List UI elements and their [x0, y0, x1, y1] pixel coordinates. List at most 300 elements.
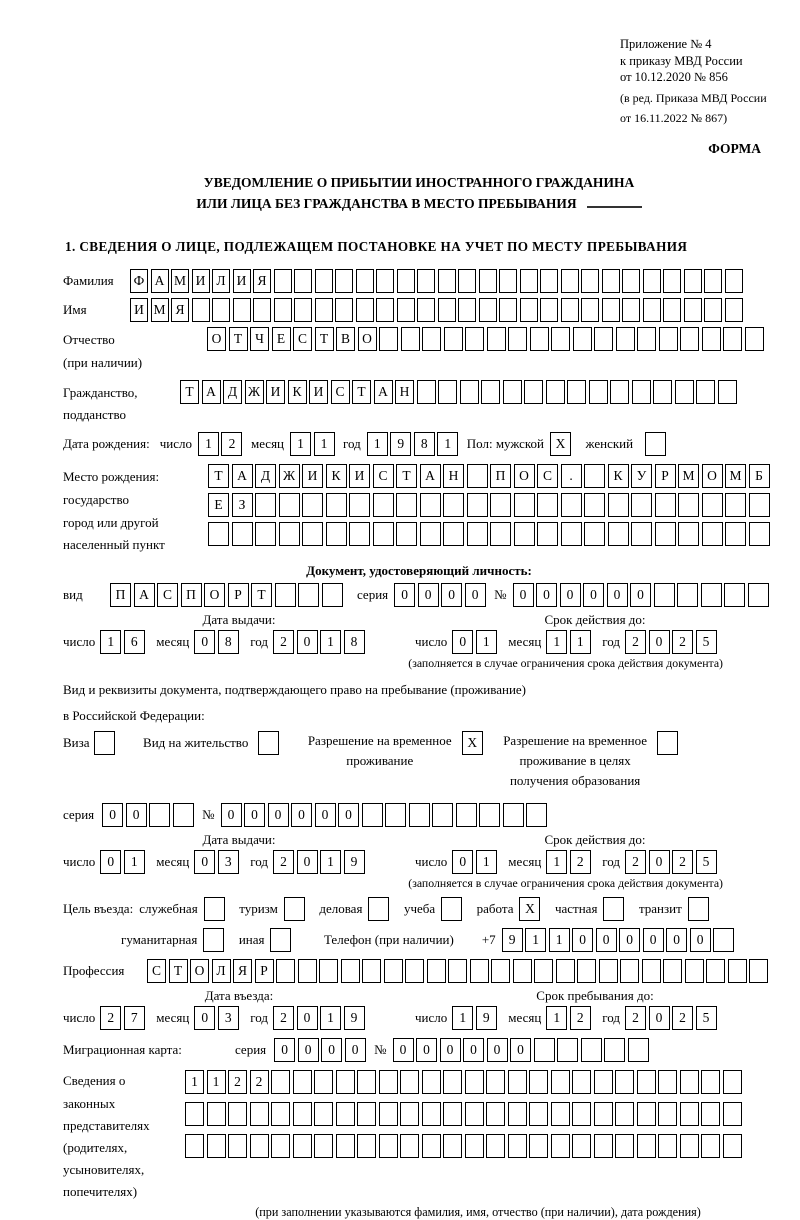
annex-edit-note-line: (в ред. Приказа МВД России: [620, 90, 767, 105]
year-label: год: [250, 1010, 269, 1026]
birth-place-rows: [208, 464, 772, 551]
char-cell: [401, 327, 420, 351]
char-cell: [274, 269, 292, 293]
char-cell: [336, 1102, 355, 1126]
char-cell: [603, 897, 624, 921]
char-cell: [250, 1102, 269, 1126]
char-cell: [212, 298, 230, 322]
char-cell: [557, 1038, 578, 1062]
char-cell: 0: [666, 928, 687, 952]
purpose-official-checkbox: [204, 897, 228, 921]
char-cell: [615, 1070, 634, 1094]
issue-year-cells: [273, 630, 367, 654]
char-cell: [680, 1134, 699, 1158]
char-cell: [314, 1134, 333, 1158]
char-cell: 1: [185, 1070, 204, 1094]
char-cell: [192, 298, 210, 322]
char-cell: А: [232, 464, 253, 488]
char-cell: [658, 1070, 677, 1094]
citizenship-row: [63, 380, 775, 428]
char-cell: 0: [394, 583, 415, 607]
birth-place-cells-row3: [208, 522, 772, 546]
char-cell: [336, 1070, 355, 1094]
char-cell: [302, 493, 323, 517]
char-cell: М: [678, 464, 699, 488]
char-cell: [637, 1070, 656, 1094]
char-cell: 2: [625, 630, 646, 654]
char-cell: [376, 298, 394, 322]
char-cell: [481, 380, 500, 404]
char-cell: [556, 959, 575, 983]
char-cell: [315, 298, 333, 322]
char-cell: [508, 327, 527, 351]
permit-issue-year-cells: [273, 850, 367, 874]
char-cell: И: [302, 464, 323, 488]
char-cell: [397, 298, 415, 322]
char-cell: [349, 493, 370, 517]
char-cell: [441, 897, 462, 921]
char-cell: Д: [223, 380, 242, 404]
char-cell: [271, 1070, 290, 1094]
char-cell: [443, 493, 464, 517]
char-cell: 1: [570, 630, 591, 654]
char-cell: 0: [583, 583, 604, 607]
char-cell: [678, 522, 699, 546]
char-cell: [701, 1070, 720, 1094]
char-cell: [368, 897, 389, 921]
char-cell: [294, 298, 312, 322]
permit-series-label: серия: [63, 807, 95, 823]
char-cell: [400, 1134, 419, 1158]
char-cell: [302, 522, 323, 546]
char-cell: 0: [649, 1006, 670, 1030]
char-cell: 0: [619, 928, 640, 952]
char-cell: 2: [625, 850, 646, 874]
birth-place-labels: Место рождения: государство город или другой населенный пункт: [63, 469, 165, 553]
char-cell: [276, 959, 295, 983]
char-cell: [293, 1134, 312, 1158]
char-cell: 8: [414, 432, 435, 456]
char-cell: Л: [212, 269, 230, 293]
char-cell: [584, 464, 605, 488]
char-cell: [422, 1134, 441, 1158]
char-cell: [581, 1038, 602, 1062]
char-cell: [422, 1070, 441, 1094]
char-cell: [173, 803, 194, 827]
char-cell: 0: [416, 1038, 437, 1062]
temp-residence-checkbox: [462, 731, 486, 755]
char-cell: [274, 298, 292, 322]
char-cell: [561, 493, 582, 517]
month-label: месяц: [156, 634, 190, 649]
char-cell: 1: [476, 850, 497, 874]
char-cell: 0: [297, 630, 318, 654]
right-of-stay-options: [63, 731, 775, 791]
char-cell: [723, 327, 742, 351]
char-cell: [684, 269, 702, 293]
char-cell: Ж: [279, 464, 300, 488]
char-cell: [422, 1102, 441, 1126]
permit-expiry-month-cells: [546, 850, 593, 874]
char-cell: 1: [476, 630, 497, 654]
char-cell: [584, 522, 605, 546]
char-cell: [561, 522, 582, 546]
char-cell: [376, 269, 394, 293]
doc-kind-cells: [110, 583, 345, 607]
annex-note-line: от 10.12.2020 № 856: [620, 70, 728, 84]
char-cell: [432, 803, 453, 827]
char-cell: В: [336, 327, 355, 351]
stay-until-group: [415, 1006, 728, 1030]
char-cell: Я: [171, 298, 189, 322]
profession-cells: [147, 959, 771, 983]
char-cell: [385, 803, 406, 827]
char-cell: [94, 731, 115, 755]
char-cell: А: [202, 380, 221, 404]
char-cell: 0: [607, 583, 628, 607]
char-cell: Р: [655, 464, 676, 488]
permit-series-cells: [102, 803, 196, 827]
char-cell: [723, 1102, 742, 1126]
char-cell: Т: [180, 380, 199, 404]
char-cell: 0: [465, 583, 486, 607]
char-cell: [465, 327, 484, 351]
char-cell: [701, 1102, 720, 1126]
char-cell: 0: [560, 583, 581, 607]
entry-date-heading: Дата въезда:: [204, 988, 274, 1004]
char-cell: [655, 522, 676, 546]
char-cell: [567, 380, 586, 404]
migration-series-cells: [274, 1038, 368, 1062]
char-cell: [499, 269, 517, 293]
char-cell: [443, 522, 464, 546]
annex-edit-note-line: от 16.11.2022 № 867): [620, 111, 728, 126]
stay-day-cells: [452, 1006, 499, 1030]
char-cell: [677, 583, 698, 607]
char-cell: [293, 1070, 312, 1094]
char-cell: 2: [228, 1070, 247, 1094]
char-cell: 0: [393, 1038, 414, 1062]
char-cell: [749, 493, 770, 517]
char-cell: [379, 1134, 398, 1158]
char-cell: [685, 959, 704, 983]
char-cell: [356, 298, 374, 322]
char-cell: [622, 298, 640, 322]
char-cell: 1: [437, 432, 458, 456]
char-cell: [322, 583, 343, 607]
char-cell: Т: [229, 327, 248, 351]
day-label: число: [159, 436, 192, 451]
purpose-option-label: гуманитарная: [121, 932, 198, 948]
char-cell: [608, 493, 629, 517]
char-cell: 1: [546, 850, 567, 874]
birth-month-cells: [290, 432, 337, 456]
purpose-tourism-checkbox: [284, 897, 308, 921]
char-cell: [508, 1070, 527, 1094]
phone-label: Телефон (при наличии): [323, 932, 454, 948]
char-cell: [341, 959, 360, 983]
char-cell: [704, 269, 722, 293]
form-label: ФОРМА: [708, 141, 761, 157]
char-cell: О: [514, 464, 535, 488]
char-cell: [663, 298, 681, 322]
char-cell: [723, 1134, 742, 1158]
char-cell: [659, 327, 678, 351]
annex-note-line: к приказу МВД России: [620, 53, 743, 68]
expiry-date-group: [415, 630, 728, 654]
char-cell: 0: [513, 583, 534, 607]
char-cell: [713, 928, 734, 952]
char-cell: 0: [649, 850, 670, 874]
char-cell: [279, 522, 300, 546]
char-cell: [540, 298, 558, 322]
char-cell: [561, 298, 579, 322]
char-cell: [336, 1134, 355, 1158]
char-cell: [149, 803, 170, 827]
char-cell: И: [233, 269, 251, 293]
char-cell: [499, 298, 517, 322]
char-cell: 0: [630, 583, 651, 607]
citizenship-label: Гражданство, подданство: [63, 384, 138, 423]
residence-permit-checkbox: [258, 731, 282, 755]
char-cell: [503, 380, 522, 404]
char-cell: 0: [572, 928, 593, 952]
char-cell: [465, 1134, 484, 1158]
char-cell: [470, 959, 489, 983]
sex-male-checkbox: [550, 432, 574, 456]
permit-issue-month-cells: [194, 850, 241, 874]
char-cell: К: [326, 464, 347, 488]
char-cell: 8: [344, 630, 365, 654]
representatives-cells-row3: [185, 1134, 744, 1158]
char-cell: [520, 269, 538, 293]
char-cell: [487, 327, 506, 351]
purpose-business-checkbox: [368, 897, 392, 921]
char-cell: А: [151, 269, 169, 293]
char-cell: 2: [570, 1006, 591, 1030]
char-cell: [314, 1070, 333, 1094]
char-cell: 0: [321, 1038, 342, 1062]
char-cell: [379, 327, 398, 351]
char-cell: [724, 583, 745, 607]
char-cell: П: [181, 583, 202, 607]
char-cell: [573, 327, 592, 351]
char-cell: 0: [102, 803, 123, 827]
char-cell: [448, 959, 467, 983]
char-cell: [622, 269, 640, 293]
char-cell: К: [608, 464, 629, 488]
char-cell: 0: [291, 803, 312, 827]
char-cell: [486, 1070, 505, 1094]
char-cell: [546, 380, 565, 404]
birth-place-cells-row2: [208, 493, 772, 517]
char-cell: [561, 269, 579, 293]
representatives-cells-row1: [185, 1070, 744, 1094]
char-cell: [658, 1134, 677, 1158]
char-cell: 2: [672, 850, 693, 874]
birth-place-cells-row1: [208, 464, 772, 488]
char-cell: Л: [212, 959, 231, 983]
char-cell: 2: [100, 1006, 121, 1030]
year-label: год: [343, 436, 361, 451]
char-cell: С: [157, 583, 178, 607]
char-cell: [514, 522, 535, 546]
year-label: год: [250, 634, 269, 649]
char-cell: [400, 1102, 419, 1126]
char-cell: 0: [452, 850, 473, 874]
char-cell: [271, 1134, 290, 1158]
char-cell: [701, 583, 722, 607]
char-cell: [255, 522, 276, 546]
purpose-option-label: работа: [476, 901, 514, 917]
char-cell: 8: [218, 630, 239, 654]
permit-expiry-group: [415, 850, 728, 874]
char-cell: Д: [255, 464, 276, 488]
char-cell: [465, 1102, 484, 1126]
char-cell: А: [134, 583, 155, 607]
purpose-humanitarian-checkbox: [203, 928, 227, 952]
migration-number-cells: [393, 1038, 652, 1062]
char-cell: [728, 959, 747, 983]
char-cell: С: [331, 380, 350, 404]
char-cell: 9: [344, 850, 365, 874]
char-cell: [520, 298, 538, 322]
char-cell: [396, 493, 417, 517]
char-cell: [663, 269, 681, 293]
char-cell: [486, 1134, 505, 1158]
char-cell: [628, 1038, 649, 1062]
char-cell: [204, 897, 225, 921]
char-cell: 9: [476, 1006, 497, 1030]
char-cell: 6: [124, 630, 145, 654]
char-cell: [465, 1070, 484, 1094]
char-cell: 1: [525, 928, 546, 952]
char-cell: И: [130, 298, 148, 322]
char-cell: 0: [649, 630, 670, 654]
char-cell: [427, 959, 446, 983]
char-cell: 0: [536, 583, 557, 607]
annex-note: [620, 36, 775, 127]
identity-doc-date-headings: [63, 612, 775, 628]
char-cell: О: [190, 959, 209, 983]
char-cell: [530, 327, 549, 351]
doc-number-label: №: [494, 587, 507, 602]
char-cell: 0: [452, 630, 473, 654]
purpose-study-checkbox: [441, 897, 465, 921]
char-cell: 1: [320, 850, 341, 874]
representatives-rows: [185, 1068, 744, 1203]
char-cell: [594, 327, 613, 351]
char-cell: [422, 327, 441, 351]
doc-series-cells: [394, 583, 488, 607]
expiry-day-cells: [452, 630, 499, 654]
char-cell: 1: [207, 1070, 226, 1094]
char-cell: 9: [344, 1006, 365, 1030]
char-cell: 2: [250, 1070, 269, 1094]
char-cell: [503, 803, 524, 827]
permit-issue-group: [63, 850, 415, 874]
char-cell: З: [232, 493, 253, 517]
char-cell: 2: [273, 850, 294, 874]
char-cell: .: [561, 464, 582, 488]
char-cell: [409, 803, 430, 827]
char-cell: 0: [463, 1038, 484, 1062]
char-cell: X: [519, 897, 540, 921]
char-cell: И: [349, 464, 370, 488]
char-cell: 2: [221, 432, 242, 456]
doc-number-cells: [513, 583, 772, 607]
char-cell: [701, 1134, 720, 1158]
char-cell: [594, 1102, 613, 1126]
char-cell: [319, 959, 338, 983]
patronymic-label: Отчество (при наличии): [63, 332, 143, 370]
char-cell: [253, 298, 271, 322]
char-cell: [604, 1038, 625, 1062]
char-cell: [335, 298, 353, 322]
char-cell: 2: [273, 630, 294, 654]
char-cell: [513, 959, 532, 983]
char-cell: [529, 1070, 548, 1094]
entry-month-cells: [194, 1006, 241, 1030]
issue-month-cells: [194, 630, 241, 654]
migration-series-label: серия: [235, 1042, 267, 1058]
char-cell: С: [537, 464, 558, 488]
char-cell: 9: [502, 928, 523, 952]
char-cell: [572, 1070, 591, 1094]
char-cell: [584, 493, 605, 517]
char-cell: [645, 432, 666, 456]
char-cell: 3: [218, 1006, 239, 1030]
char-cell: 5: [696, 1006, 717, 1030]
char-cell: [663, 959, 682, 983]
identity-doc-heading: Документ, удостоверяющий личность:: [306, 563, 532, 578]
char-cell: [526, 803, 547, 827]
char-cell: [185, 1134, 204, 1158]
char-cell: 0: [268, 803, 289, 827]
annex-note-line: Приложение № 4: [620, 37, 712, 51]
char-cell: 1: [124, 850, 145, 874]
surname-row: [63, 269, 775, 293]
char-cell: 2: [625, 1006, 646, 1030]
char-cell: [438, 298, 456, 322]
char-cell: [400, 1070, 419, 1094]
char-cell: 1: [546, 1006, 567, 1030]
char-cell: [631, 493, 652, 517]
char-cell: [637, 1102, 656, 1126]
day-label: число: [415, 634, 448, 649]
char-cell: [615, 1102, 634, 1126]
char-cell: [702, 522, 723, 546]
permit-dates: [63, 850, 775, 874]
char-cell: [479, 269, 497, 293]
char-cell: [228, 1102, 247, 1126]
char-cell: [620, 959, 639, 983]
purpose-transit-checkbox: [688, 897, 712, 921]
char-cell: [725, 522, 746, 546]
char-cell: Т: [352, 380, 371, 404]
char-cell: [702, 327, 721, 351]
char-cell: [655, 493, 676, 517]
expiry-note: (заполняется в случае ограничения срока действия документа): [408, 656, 723, 670]
char-cell: С: [293, 327, 312, 351]
char-cell: [397, 269, 415, 293]
char-cell: [653, 380, 672, 404]
char-cell: [723, 1070, 742, 1094]
char-cell: Я: [253, 269, 271, 293]
char-cell: [357, 1134, 376, 1158]
permit-number-label: №: [202, 807, 215, 823]
representatives-note: (при заполнении указываются фамилия, имя, отчество (при наличии), дата рождения): [255, 1204, 701, 1219]
